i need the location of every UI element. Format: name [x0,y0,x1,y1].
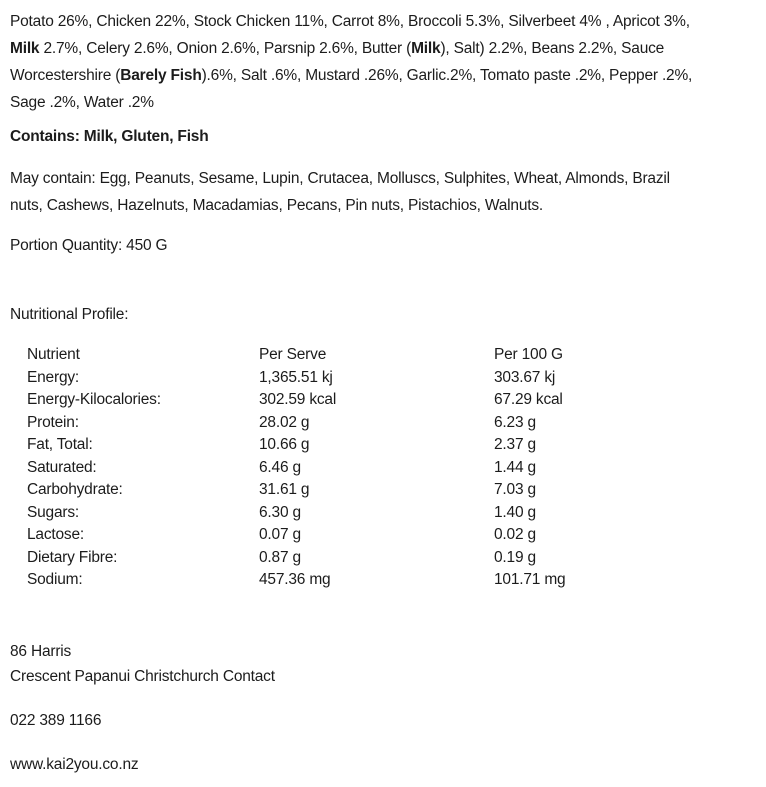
nutrition-table-cell: Sugars: [27,503,80,521]
nutrition-table-cell: 67.29 kcal [494,391,563,408]
nutrition-table-row [27,524,744,547]
nutrition-table-cell: 31.61 g [259,481,310,498]
nutrition-table-cell: Saturated: [27,458,97,476]
nutrition-table-cell: 0.19 g [494,548,536,566]
ingredients-paragraph [10,8,756,116]
nutrition-table-cell: 101.71 mg [494,571,566,588]
column-header-nutrient: Nutrient [27,346,80,363]
nutrition-table-cell: 302.59 kcal [259,391,337,408]
nutrition-table-row [27,367,744,390]
nutrition-table-cell: 7.03 g [494,481,536,498]
nutrition-table-cell: Energy: [27,368,80,386]
nutrition-table-cell: Fat, Total: [27,436,93,453]
nutrition-table-row [27,479,744,502]
nutrition-table-row [27,502,744,525]
nutritional-profile-heading: Nutritional Profile: [10,306,129,323]
phone-number: 022 389 1166 [10,711,102,729]
ingredient-text: Potato 26%, Chicken 22%, Stock Chicken 11%, Carrot 8%, Broccoli 5.3%, Silverbeet 4% , Apricot 3%, [10,13,690,30]
ingredient-text: 2.7%, Celery 2.6%, Onion 2.6%, Parsnip 2.6%, Butter ( [39,40,412,57]
nutrition-table-cell: Lactose: [27,526,84,543]
nutrition-table-cell: 6.23 g [494,413,536,431]
nutrition-table-cell: 10.66 g [259,436,310,453]
ingredient-allergen-emphasis: Barely Fish [120,67,202,84]
contact-footer [10,639,756,777]
portion-quantity: Portion Quantity: 450 G [10,237,168,254]
nutrition-table-cell: 2.37 g [494,436,536,453]
nutrition-table-row [27,457,744,480]
address-lines: 86 Harris Crescent Papanui Christchurch Contact [10,642,275,685]
nutrition-table-cell: 0.87 g [259,548,301,566]
nutrition-table-row [27,547,744,570]
ingredient-text: ).6%, Salt .6%, Mustard .26%, Garlic.2%, Tomato paste .2%, Pepper .2%, [201,67,693,84]
nutrition-table-cell: Carbohydrate: [27,481,123,498]
nutrition-table-cell: 0.02 g [494,526,536,543]
nutrition-table-row [27,412,744,435]
allergen-contains-statement: Contains: Milk, Gluten, Fish [10,128,209,145]
nutrition-table-cell: 1,365.51 kj [259,368,333,386]
nutrition-table-cell: Protein: [27,413,79,431]
nutrition-table-cell: 303.67 kj [494,368,556,386]
nutrition-table-cell: 457.36 mg [259,571,331,588]
nutrition-table-cell: Dietary Fibre: [27,548,118,566]
ingredient-text: ), Salt) 2.2%, Beans 2.2%, Sauce [440,40,665,57]
ingredient-allergen-emphasis: Milk [10,40,40,57]
nutrition-table-cell: 6.30 g [259,503,301,521]
ingredient-allergen-emphasis: Milk [411,40,441,57]
nutrition-table-row [27,434,744,457]
website-url: www.kai2you.co.nz [10,755,139,773]
nutrition-table-row [27,569,744,592]
nutrition-table-cell: Energy-Kilocalories: [27,391,161,408]
ingredient-text: Worcestershire ( [10,67,121,84]
nutrition-table-cell: 6.46 g [259,458,301,476]
nutrition-table-row [27,389,744,412]
nutrition-table-cell: 1.40 g [494,503,536,521]
nutrition-table-cell: 0.07 g [259,526,301,543]
column-header-per-serve: Per Serve [259,346,327,363]
column-header-per-100g: Per 100 G [494,346,563,363]
nutrition-table-cell: 28.02 g [259,413,310,431]
nutrition-table-cell: Sodium: [27,571,83,588]
ingredient-text: Sage .2%, Water .2% [10,94,154,111]
nutrition-table [27,344,744,592]
allergen-may-contain-statement: May contain: Egg, Peanuts, Sesame, Lupin, Crutacea, Molluscs, Sulphites, Wheat, Almonds, Brazil nuts, Cashews, Hazelnuts, Macadamias, Pecans, Pin nuts, Pistachios, Walnuts. [10,170,670,214]
nutrition-table-cell: 1.44 g [494,458,536,476]
nutrition-table-header-row [27,344,744,367]
